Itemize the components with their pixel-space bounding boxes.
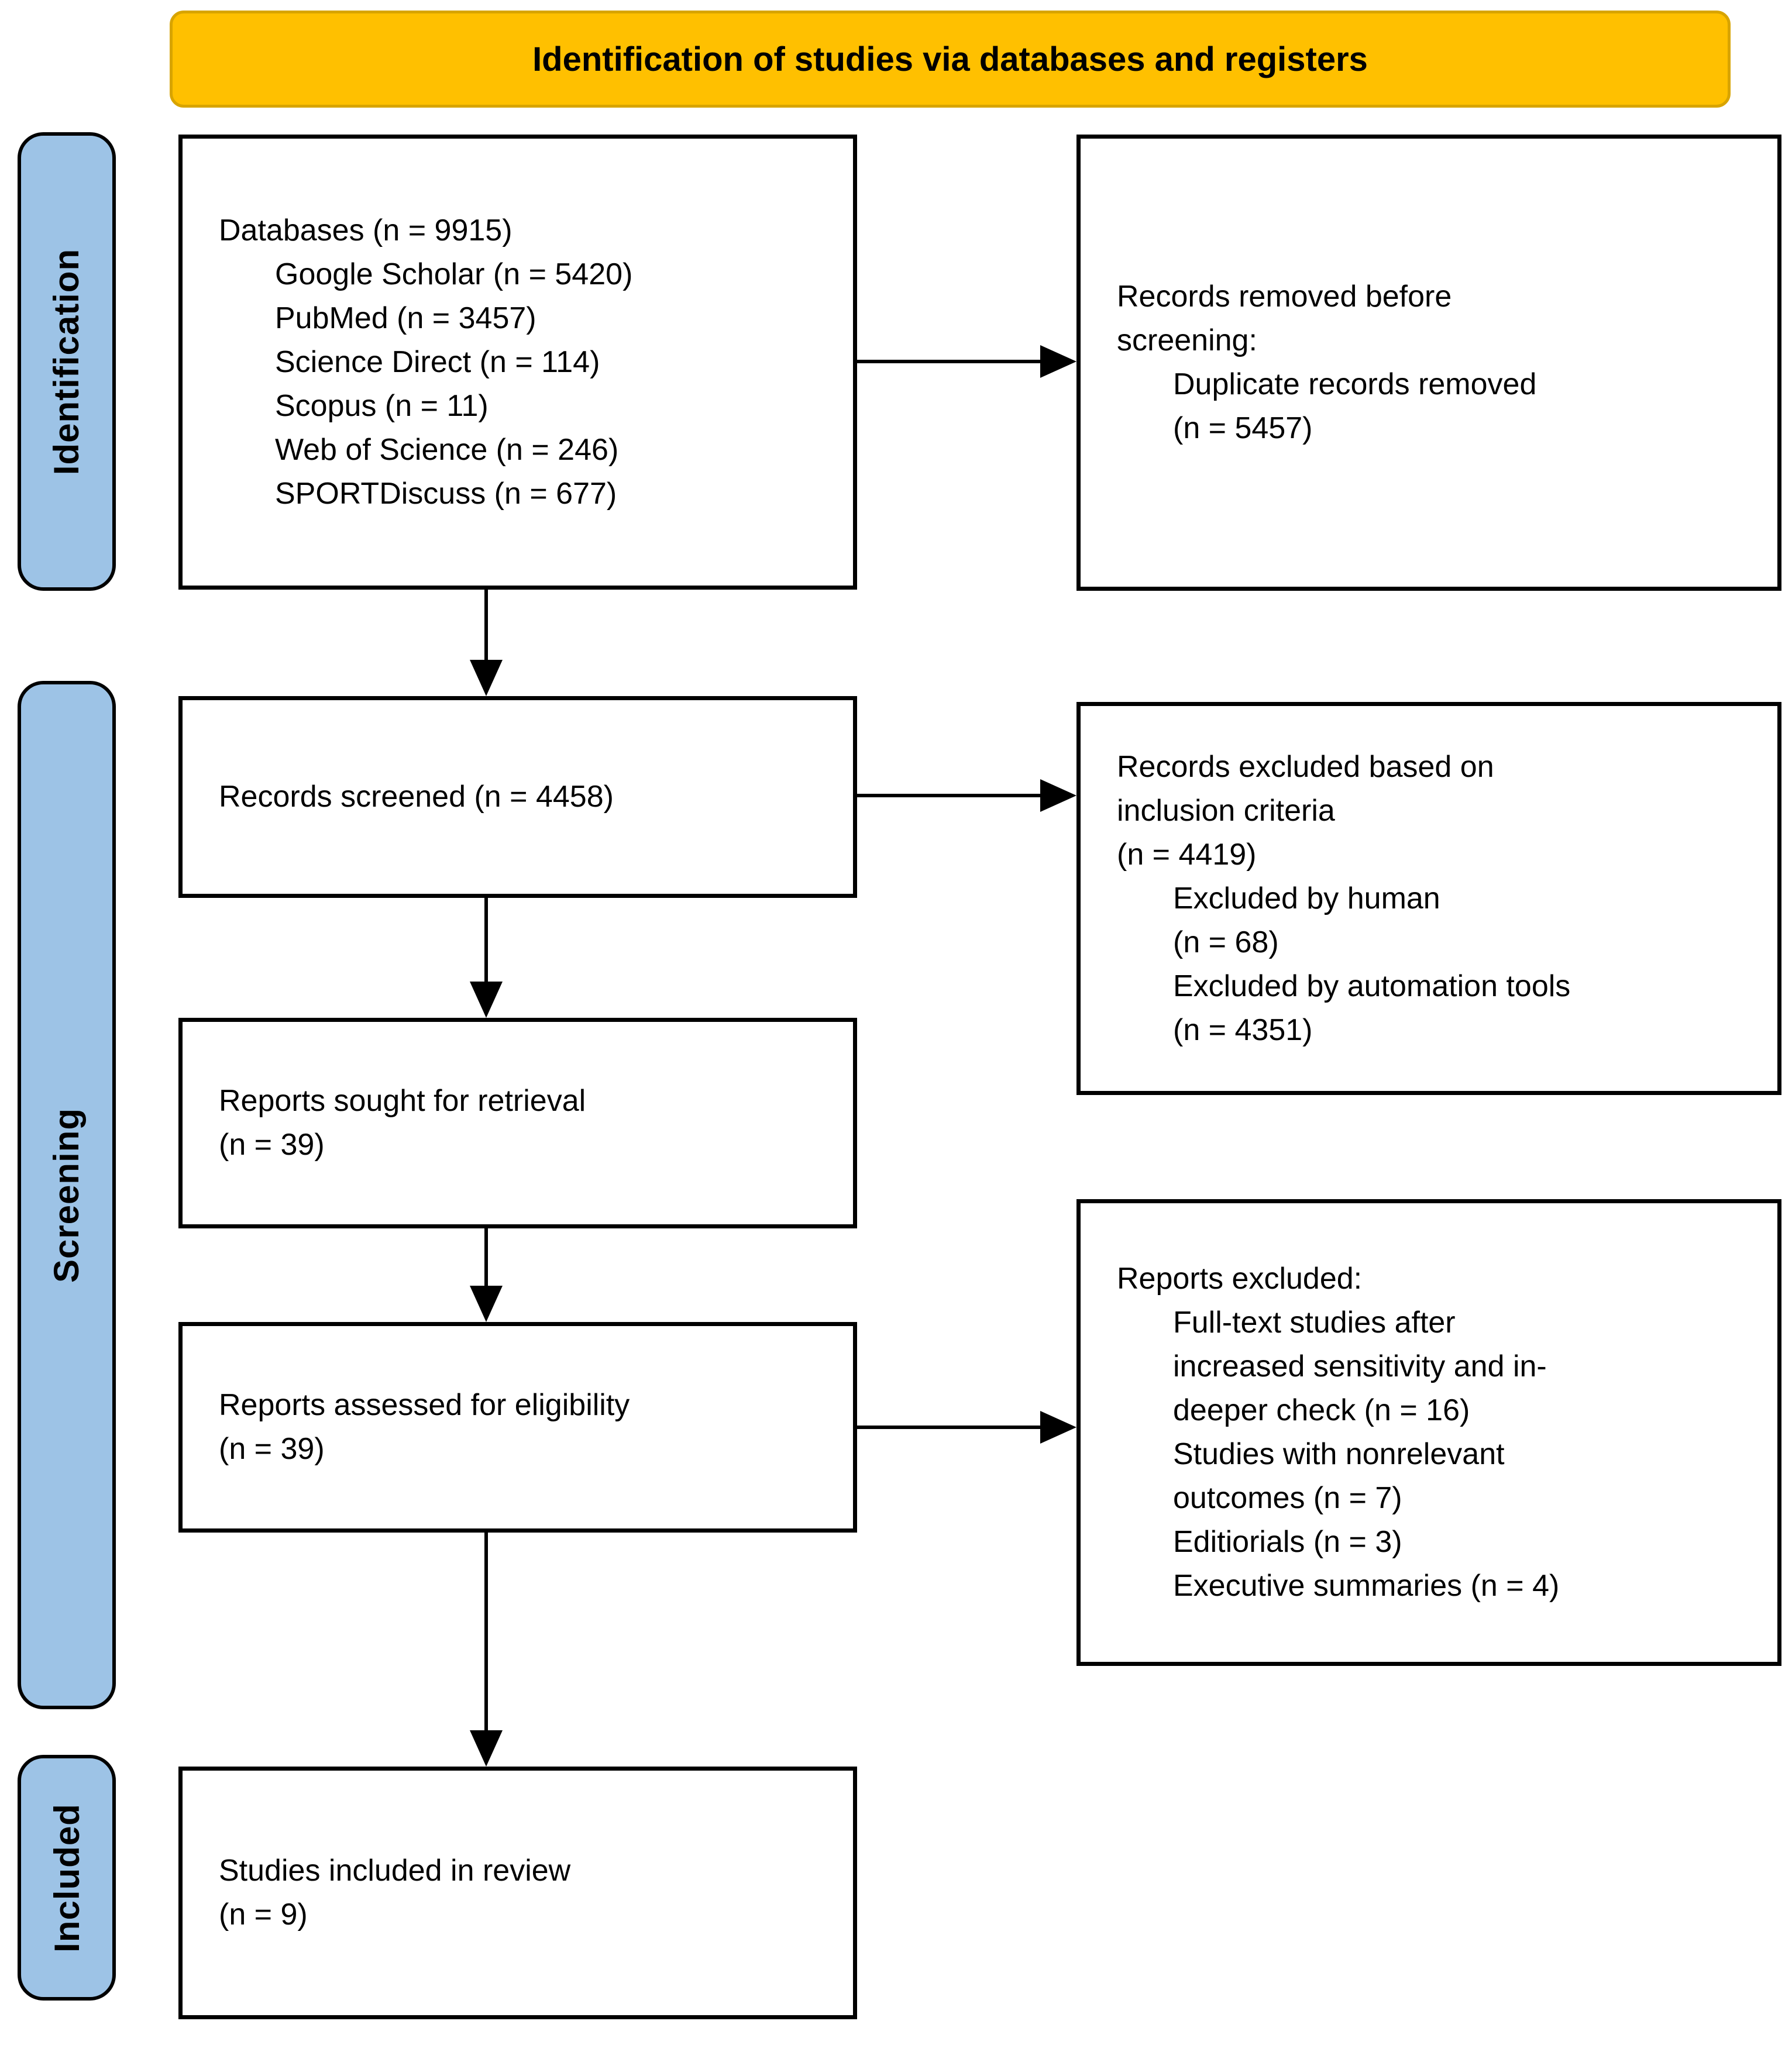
box-studies-included-line: Studies included in review [219, 1854, 571, 1888]
arrow-assessed-to-excluded-line [857, 1426, 1041, 1429]
diagram-title-banner [170, 11, 1731, 108]
stage-screening [18, 681, 116, 1709]
box-records-removed-line: (n = 5457) [1173, 411, 1313, 445]
box-records-excluded-line: (n = 4419) [1117, 837, 1257, 872]
box-databases-line: Google Scholar (n = 5420) [275, 257, 633, 291]
box-reports-excluded-line: Studies with nonrelevant [1173, 1437, 1505, 1471]
arrow-databases-to-removed-line [857, 360, 1041, 363]
arrow-screened-to-excluded-line [857, 794, 1041, 797]
arrow-right-icon [1040, 1411, 1076, 1444]
arrow-down-icon [470, 660, 503, 696]
box-studies-included [178, 1767, 857, 2019]
arrow-down-icon [470, 1286, 503, 1322]
diagram-title: Identification of studies via databases and registers [532, 40, 1368, 78]
box-reports-excluded-line: Full-text studies after [1173, 1306, 1456, 1340]
stage-identification-label: Identification [47, 248, 87, 475]
box-databases-line: SPORTDiscuss (n = 677) [275, 476, 617, 511]
box-reports-excluded-line: Reports excluded: [1117, 1262, 1363, 1296]
box-databases-line: PubMed (n = 3457) [275, 301, 536, 335]
box-records-removed-line: Duplicate records removed [1173, 367, 1537, 401]
box-records-excluded-line: Records excluded based on [1117, 749, 1494, 784]
box-records-excluded-line: Excluded by human [1173, 881, 1440, 915]
box-reports-excluded-line: increased sensitivity and in- [1173, 1349, 1547, 1383]
box-records-excluded-line: Excluded by automation tools [1173, 969, 1571, 1003]
box-records-screened [178, 696, 857, 898]
stage-identification [18, 132, 116, 591]
box-studies-included-line: (n = 9) [219, 1898, 308, 1932]
box-records-removed [1076, 135, 1781, 591]
arrow-right-icon [1040, 779, 1076, 812]
box-databases-line: Databases (n = 9915) [219, 213, 513, 247]
box-records-excluded-line: inclusion criteria [1117, 793, 1335, 828]
box-reports-sought-line: (n = 39) [219, 1128, 325, 1162]
box-reports-excluded-line: outcomes (n = 7) [1173, 1481, 1402, 1515]
box-records-removed-line: screening: [1117, 323, 1257, 357]
box-databases-line: Web of Science (n = 246) [275, 432, 619, 467]
box-reports-sought [178, 1018, 857, 1228]
stage-included-label: Included [47, 1803, 87, 1953]
arrow-down-icon [470, 1730, 503, 1767]
box-records-excluded [1076, 702, 1781, 1095]
arrow-screened-to-sought-line [484, 898, 488, 983]
box-reports-excluded-line: deeper check (n = 16) [1173, 1393, 1470, 1427]
box-reports-excluded-line: Executive summaries (n = 4) [1173, 1569, 1560, 1603]
box-records-excluded-line: (n = 68) [1173, 925, 1279, 959]
box-reports-sought-line: Reports sought for retrieval [219, 1084, 586, 1118]
arrow-sought-to-assessed-line [484, 1228, 488, 1287]
arrow-databases-to-screened-line [484, 590, 488, 661]
box-records-removed-line: Records removed before [1117, 280, 1452, 314]
box-databases-line: Scopus (n = 11) [275, 388, 489, 423]
arrow-assessed-to-included-line [484, 1533, 488, 1731]
box-records-excluded-line: (n = 4351) [1173, 1013, 1313, 1047]
box-databases [178, 135, 857, 590]
box-records-screened-line: Records screened (n = 4458) [219, 780, 614, 814]
box-databases-line: Science Direct (n = 114) [275, 345, 600, 379]
stage-included [18, 1755, 116, 2001]
box-reports-assessed-line: (n = 39) [219, 1432, 325, 1466]
box-reports-assessed-line: Reports assessed for eligibility [219, 1388, 630, 1422]
box-reports-assessed [178, 1322, 857, 1533]
arrow-right-icon [1040, 345, 1076, 378]
arrow-down-icon [470, 982, 503, 1018]
box-reports-excluded [1076, 1199, 1781, 1666]
stage-screening-label: Screening [47, 1107, 87, 1283]
box-reports-excluded-line: Editiorials (n = 3) [1173, 1525, 1402, 1559]
